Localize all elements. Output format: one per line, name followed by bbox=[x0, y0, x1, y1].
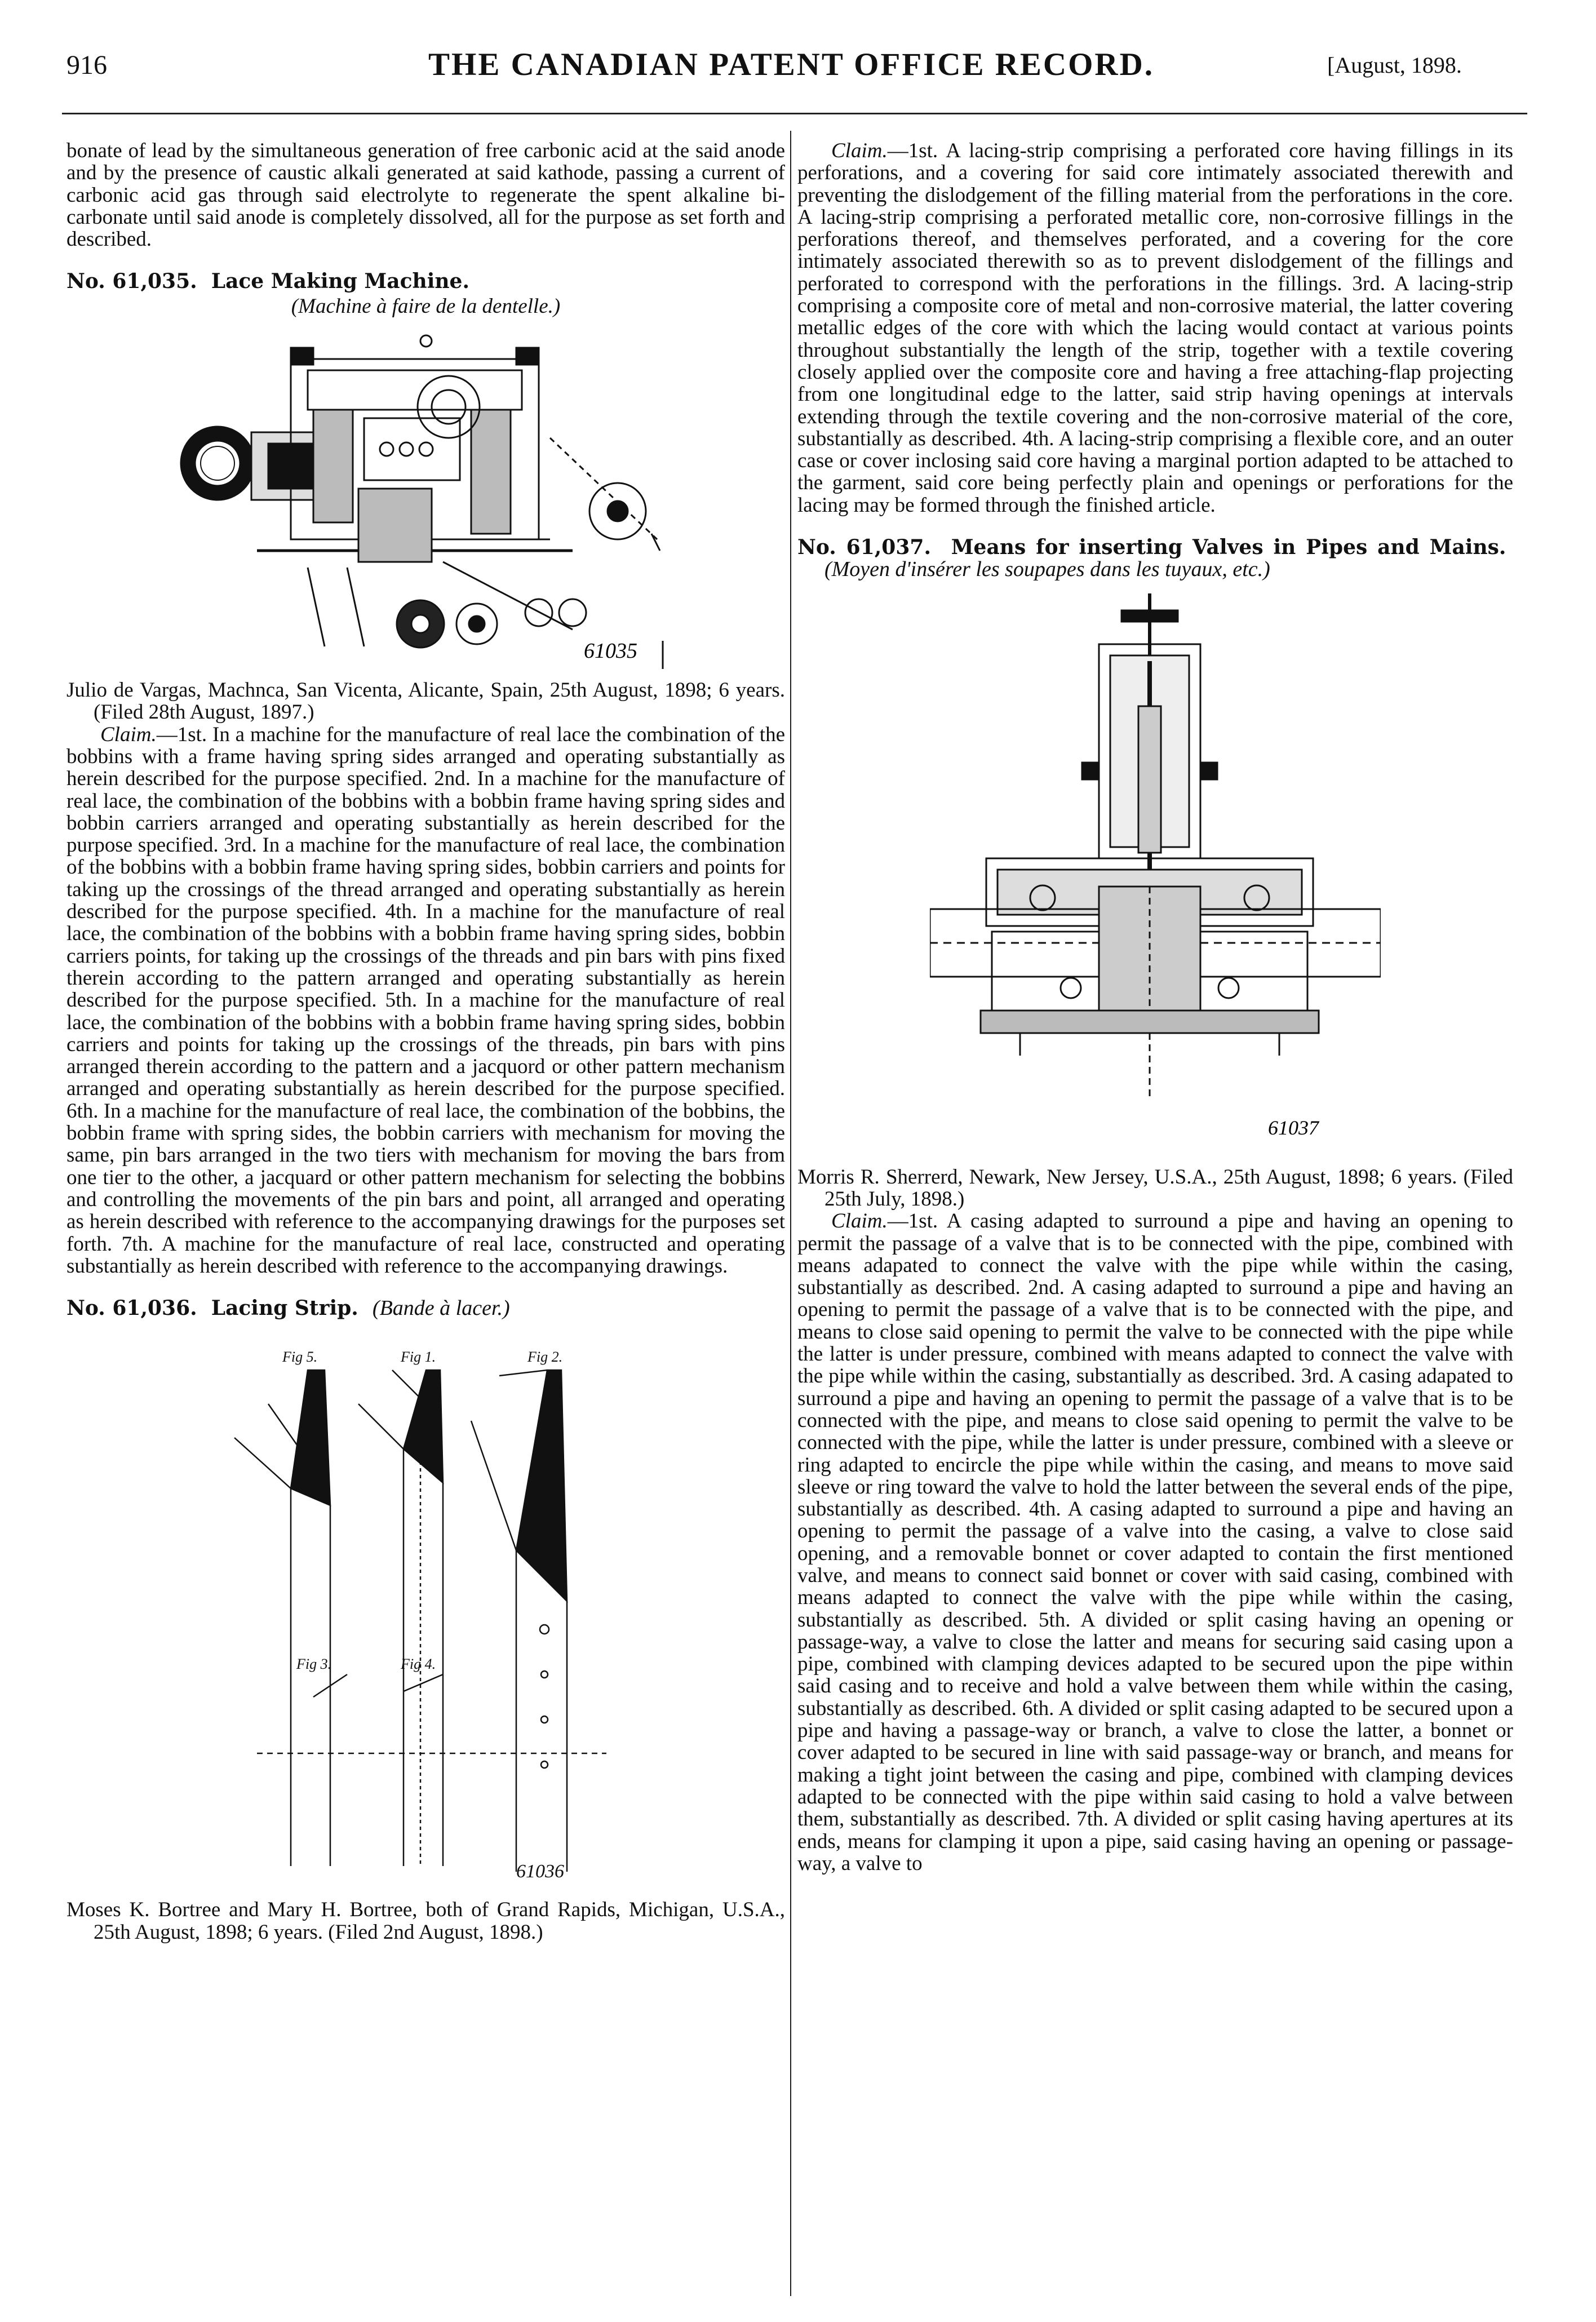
issue-date: [August, 1898. bbox=[1327, 52, 1462, 78]
fig5-label: Fig 5. bbox=[282, 1349, 317, 1366]
claim-label: Claim. bbox=[100, 723, 157, 746]
left-column bbox=[66, 140, 785, 1943]
claim-label: Claim. bbox=[831, 139, 888, 162]
lacing-strip-drawing bbox=[178, 1336, 674, 1894]
journal-title: THE CANADIAN PATENT OFFICE RECORD. bbox=[428, 47, 1155, 82]
patent-number: No. 61,037. bbox=[797, 535, 931, 560]
claim-text: —1st. In a machine for the manufacture of real lace the combination of the bobbins with a frame having spring sides arranged and operating substantially as herein described for the purpose specified. 2nd. In a machine for the manufacture of real lace, the combination of the bobbins with a bobbin frame having spring sides and bobbin carriers arranged and operating substantially as herein described for the purpose specified. 3rd. In a machine for the manufacture of real lace, the combination of the bobbins with a bobbin frame having spring sides, bobbin carriers and points for taking up the crossings of the thread arranged and operating substantially as herein described for the purpose specified. 4th. In a machine for the manufacture of real lace, the combination of the bobbins with a bobbin frame having spring sides, bobbin carriers points, for taking up the crossings of the threads and pin bars with pins fixed therein according to the pattern arranged and operating substantially as herein described for the purpose specified. 5th. In a machine for the manufacture of real lace, the combination of the bobbins with a bobbin frame having spring sides, bobbin carriers and points for taking up the crossings of the threads, pin bars with pins arranged therein according to the pattern and a jacquord or other pattern mechanism arranged and operating substantially as herein described for the purpose specified. 6th. In a machine for the manufacture of real lace, the combination of the bobbins, the bobbin frame with spring sides, the bobbin carriers with mechanism for moving the same, pin bars arranged in the two tiers with mechanism for moving the bars from one tier to the other, a jacquard or other pattern mechanism for selecting the bobbins and controlling the movements of the pin bars and point, all arranged and operating as herein described with reference to the accompanying drawings for the purposes set forth. 7th. A machine for the manufacture of real lace, constructed and operating substantially as herein described with reference to the accompanying drawings. bbox=[66, 723, 785, 1278]
patent-61035-claims bbox=[66, 724, 785, 1277]
patent-61036-claims bbox=[797, 140, 1513, 516]
page-header bbox=[0, 0, 1596, 113]
patent-title: Lace Making Machine. bbox=[211, 269, 469, 294]
patent-french-title: (Machine à faire de la dentelle.) bbox=[291, 294, 561, 318]
patent-number: No. 61,036. bbox=[66, 1296, 197, 1320]
fig1-label: Fig 1. bbox=[400, 1349, 436, 1366]
header-rule bbox=[62, 113, 1527, 114]
fig2-label: Fig 2. bbox=[527, 1349, 562, 1366]
patent-61036-inventor: Moses K. Bortree and Mary H. Bortree, both of Grand Rapids, Michigan, U.S.A., 25th August, 1898; 6 years. (Filed 2nd August, 1898.) bbox=[66, 1898, 785, 1944]
patent-61037-claims bbox=[797, 1210, 1513, 1875]
patent-61035-heading bbox=[66, 271, 785, 293]
fig-61036-caption: 61036 bbox=[516, 1861, 564, 1882]
patent-french-title: (Bande à lacer.) bbox=[372, 1296, 510, 1320]
valve-inserting-figure bbox=[930, 593, 1381, 1157]
page-number: 916 bbox=[66, 50, 107, 80]
right-column bbox=[797, 140, 1513, 1875]
patent-61035-inventor: Julio de Vargas, Machnca, San Vicenta, Alicante, Spain, 25th August, 1898; 6 years. (Filed 28th August, 1897.) bbox=[66, 679, 785, 724]
fig-61035-caption: 61035 bbox=[583, 639, 637, 663]
lace-machine-figure bbox=[178, 325, 674, 669]
lacing-strip-figure bbox=[178, 1336, 674, 1894]
claim-label: Claim. bbox=[831, 1209, 888, 1233]
claim-text: —1st. A casing adapted to surround a pipe and having an opening to permit the passage of a valve that is to be connected with the pipe, combined with means adapated to connect the valve with the pipe while within the casing, substantially as described. 2nd. A casing adapted to surround a pipe and having an opening to permit the passage of a valve that is to be connected with the pipe, and means to close said opening to permit the valve to be connected with the pipe while the latter is under pressure, combined with means adapted to connect the valve with the pipe while within the casing, substantially as described. 3rd. A casing adapated to surround a pipe and having an opening to permit the passage of a valve that is to be connected with the pipe, and means to close said opening to permit the valve to be connected with the pipe, while the latter is under pressure, combined with a sleeve or ring adapted to encircle the pipe while within the casing, and means to move said sleeve or ring toward the valve to hold the latter between the several ends of the pipe, substantially as described. 4th. A casing adapted to surround a pipe and having an opening to permit the passage of a valve into the casing, a valve to close said opening, and a removable bonnet or cover adapted to contain the first mentioned valve, and means to connect said bonnet or cover with said casing, combined with means adapted to connect the valve with the pipe while within the casing, substantially as described. 5th. A divided or split casing having an opening or passage-way, a valve to close the latter and means for securing said casing upon a pipe, combined with clamping devices adapted to be secured upon the pipe within said casing and to receive and hold a valve between them while within the casing, substantially as described. 6th. A divided or split casing adapted to be secured upon a pipe and having a passage-way or branch, a valve to close the latter, a bonnet or cover adapted to be secured in line with said passage-way or branch, and means for making a tight joint between the casing and pipe, combined with clamping devices adapted to be connected with the pipe within said casing to hold a valve between them, substantially as described. 7th. A divided or split casing having apertures at its ends, means for clamping it upon a pipe, said casing having an opening or passage-way, a valve to bbox=[797, 1209, 1513, 1875]
valve-inserting-drawing bbox=[930, 593, 1381, 1157]
patent-61036-heading bbox=[66, 1297, 785, 1319]
patent-number: No. 61,035. bbox=[66, 269, 197, 294]
column-divider bbox=[790, 131, 791, 2296]
fig-61037-caption: 61037 bbox=[1268, 1116, 1319, 1139]
fig3-label: Fig 3. bbox=[296, 1656, 331, 1673]
patent-french-title: (Moyen d'insérer les soupapes dans les tuyaux, etc.) bbox=[824, 557, 1270, 582]
patent-61037-heading bbox=[797, 537, 1513, 581]
patent-title: Lacing Strip. bbox=[211, 1296, 358, 1320]
lace-machine-drawing bbox=[178, 325, 674, 669]
claim-text: —1st. A lacing-strip comprising a perforated core having fillings in its perforations, and a covering for said core intimately associated therewith and preventing the dislodgement of the filling material from the perforations in the core. A lacing-strip comprising a perforated metallic core, non-corrosive fillings in the perforations thereof, and themselves perforated, and a covering for the core intimately associated therewith so as to prevent dislodgement of the fillings and perforated to correspond with the perforations in the fillings. 3rd. A lacing-strip comprising a composite core of metal and non-corrosive material, the latter covering metallic edges of the core with which the lacing would contact at various points throughout substantially the length of the strip, together with a textile covering closely applied over the composite core and having a free attaching-flap projecting from one longitudinal edge to the latter, said strip having openings at intervals extending through the textile covering and the non-corrosive material of the core, substantially as described. 4th. A lacing-strip comprising a flexible core, and an outer case or cover inclosing said core having a marginal portion adapted to be attached to the garment, said core being perfectly plain and openings or perforations for the lacing may be formed through the finished article. bbox=[797, 139, 1513, 517]
continuation-text: bonate of lead by the simultaneous generation of free carbonic acid at the said anode and by the presence of caustic alkali generated at said kathode, passing a current of carbonic acid gas through said electrolyte to regenerate the spent alkaline bi-carbonate until said anode is completely dissolved, all for the purpose as set forth and described. bbox=[66, 139, 785, 251]
patent-title: Means for inserting Valves in Pipes and Mains. bbox=[951, 535, 1506, 560]
patent-61037-inventor: Morris R. Sherrerd, Newark, New Jersey, U.S.A., 25th August, 1898; 6 years. (Filed 25th July, 1898.) bbox=[797, 1165, 1513, 1211]
fig4-label: Fig 4. bbox=[400, 1656, 436, 1673]
